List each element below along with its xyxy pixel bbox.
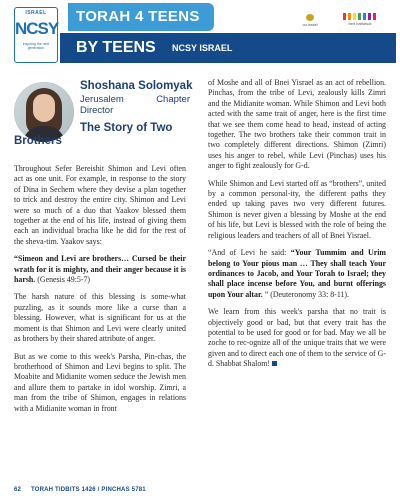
author-name: Shoshana Solomyak xyxy=(80,80,193,92)
footer xyxy=(14,487,146,493)
partner-logo-beit xyxy=(333,13,387,29)
quote-deuteronomy-text: “Your Tummim and Urim belong to Your pious man … They shall teach Your ordinances to Jacob, and Your Torah to Israel; they shall place incense before You, and burnt offerings upon Your altar. xyxy=(208,248,387,299)
end-mark-icon xyxy=(272,361,277,366)
quote-deuteronomy xyxy=(208,248,386,300)
author-role: Jerusalem Chapter Director xyxy=(80,94,190,116)
ou-mark-icon xyxy=(306,14,314,21)
banner-title-text: TORAH 4 TEENS xyxy=(76,8,200,25)
quote-deuteronomy-ref: ” (Deuteronomy 33: 8-11). xyxy=(262,289,350,299)
left-column xyxy=(14,78,193,421)
partner-logo-2-label: beit hatfutsot xyxy=(348,21,372,26)
banner-org-text: NCSY ISRAEL xyxy=(172,43,233,53)
paragraph: While Shimon and Levi started off as “brothers”, united by a common personal-ity, the different paths they ended up taking paves two very different futures. Shimon is never given a blessing by Moshe at the end of his life, but Levi is blessed with the role of being the religious leaders and teachers of all of Bnei Yisrael. xyxy=(208,178,386,240)
closing-paragraph xyxy=(208,307,386,369)
page-number: 62 xyxy=(14,487,22,493)
author-block xyxy=(14,78,193,164)
partner-logo-1-label: ou israel xyxy=(302,22,318,27)
quote-genesis-text: “Simeon and Levi are brothers… Cursed be their wrath for it is mighty, and their anger because it is harsh. xyxy=(14,254,186,285)
banner-subtitle-text: BY TEENS xyxy=(76,39,156,56)
logo-tagline: inspiring the next generation xyxy=(22,42,50,50)
quote-deuteronomy-intro: “And of Levi he said: xyxy=(208,248,291,258)
right-column xyxy=(208,78,386,377)
paragraph: Throughout Sefer Bereishit Shimon and Levi often act as one unit. For example, in response to the story of Dina in Sechem where they devise a plan together to trick and destroy the entire city. Shimon and Levi were so much of a duo that Yaakov blessed them together at the end of his life, instead of giving them each an individual bracha like he did for the rest of the sheva-tim. Yaakov says: xyxy=(14,164,186,246)
article-title xyxy=(14,122,184,147)
banner-title xyxy=(68,3,214,31)
article-title-line1: The Story of Two xyxy=(80,122,173,134)
quote-genesis-ref: (Genesis 49:5-7) xyxy=(35,275,91,285)
ncsy-israel-logo xyxy=(14,7,58,63)
paragraph: The harsh nature of this blessing is some-what puzzling, as it sounds more like a curse than a blessing. However, what is significant for us at the moment is that Shimon and Levi were clearly united as brothers by their shared attribute of anger. xyxy=(14,292,186,344)
paragraph: of Moshe and all of Bnei Yisrael as an act of rebellion. Pinchas, from the tribe of Levi, zealously kills Zimri and the Midianite woman. While Shimon and Levi both acted with the same trait of anger, here is the first time that we see them come head to head, instead of acting together. The two brothers take their common trait in two completely different directions. Shimon (Zimri) uses his anger to rebel, while Levi (Pinchas) uses his anger to fight zealously for G-d. xyxy=(208,78,386,171)
logo-top-text: ISRAEL xyxy=(25,10,47,16)
quote-genesis xyxy=(14,254,186,285)
publication-info: TORAH TIDBITS 1426 / PINCHAS 5781 xyxy=(30,487,146,493)
closing-text: We learn from this week's parsha that no trait is objectively good or bad, but that every trait has the potential to be used for good or for bad. May we all be zoche to rec-ognize all of the unique traits that we were given and to direct each one of them to the service of G-d. Shabbat Shalom! xyxy=(208,307,386,369)
partner-logo-ou xyxy=(292,14,328,28)
paragraph: But as we come to this week's Parsha, Pin-chas, the brotherhood of Shimon and Levi begins to split. The Moabite and Midianite women seduce the Jewish men and allure them to partake in idol worship. Zimri, a man from the tribe of Shimon, engages in relations with a Midianite woman in front xyxy=(14,351,186,413)
logo-main-text: NCSY xyxy=(15,19,59,38)
banner-subtitle xyxy=(60,33,396,63)
article-title-line2: Brothers xyxy=(14,134,62,147)
header xyxy=(0,0,400,75)
